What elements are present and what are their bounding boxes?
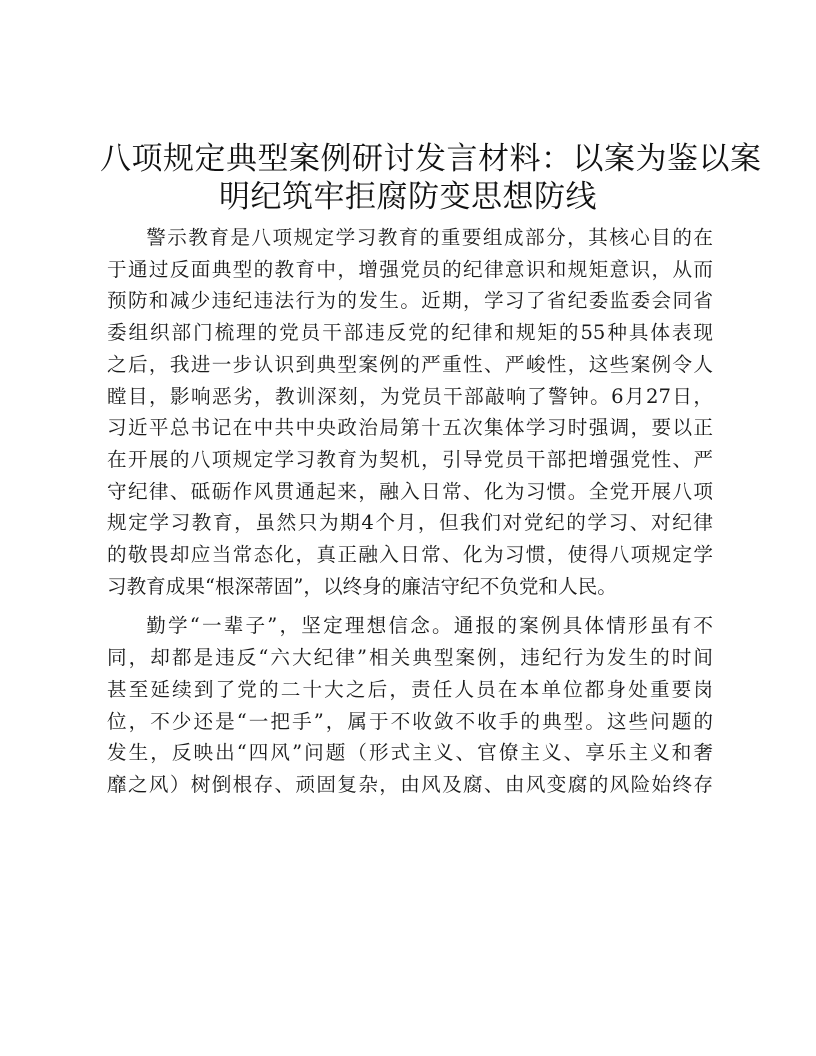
text-line: 习教育成果“根深蒂固”，以终身的廉洁守纪不负党和人民。 (107, 574, 617, 598)
document-body (107, 222, 713, 809)
text-line: 瞠目，影响恶劣，教训深刻，为党员干部敲响了警钟。6月27日， (107, 384, 713, 408)
text-line: 发生，反映出“四风”问题（形式主义、官僚主义、享乐主义和奢 (107, 741, 713, 765)
text-line: 规定学习教育，虽然只为期4个月，但我们对党纪的学习、对纪律 (107, 511, 713, 535)
text-line: 警示教育是八项规定学习教育的重要组成部分，其核心目的在 (146, 226, 713, 249)
paragraph-1 (107, 222, 713, 602)
text-line: 习近平总书记在中共中央政治局第十五次集体学习时强调，要以正 (107, 416, 713, 440)
document-title (100, 140, 762, 216)
text-line: 守纪律、砥砺作风贯通起来，融入日常、化为习惯。全党开展八项 (107, 479, 713, 503)
text-line: 在开展的八项规定学习教育为契机，引导党员干部把增强党性、严 (107, 447, 713, 471)
text-line: 同，却都是违反“六大纪律”相关典型案例，违纪行为发生的时间 (107, 646, 713, 670)
text-line: 勤学“一辈子”，坚定理想信念。通报的案例具体情形虽有不 (146, 614, 713, 638)
text-line: 委组织部门梳理的党员干部违反党的纪律和规矩的55种具体表现 (107, 321, 713, 345)
text-line: 预防和减少违纪违法行为的发生。近期，学习了省纪委监委会同省 (107, 289, 713, 313)
text-line: 甚至延续到了党的二十大之后，责任人员在本单位都身处重要岗 (107, 677, 713, 701)
text-line: 的敬畏却应当常态化，真正融入日常、化为习惯，使得八项规定学 (107, 543, 713, 567)
paragraph-2 (107, 610, 713, 800)
title-line-2: 明纪筑牢拒腐防变思想防线 (219, 179, 597, 215)
title-line-1: 八项规定典型案例研讨发言材料：以案为鉴以案 (100, 141, 762, 177)
text-line: 位，不少还是“一把手”，属于不收敛不收手的典型。这些问题的 (107, 709, 713, 733)
text-line: 之后，我进一步认识到典型案例的严重性、严峻性，这些案例令人 (107, 352, 713, 376)
text-line: 靡之风）树倒根存、顽固复杂，由风及腐、由风变腐的风险始终存 (107, 772, 713, 796)
text-line: 于通过反面典型的教育中，增强党员的纪律意识和规矩意识，从而 (107, 257, 713, 281)
